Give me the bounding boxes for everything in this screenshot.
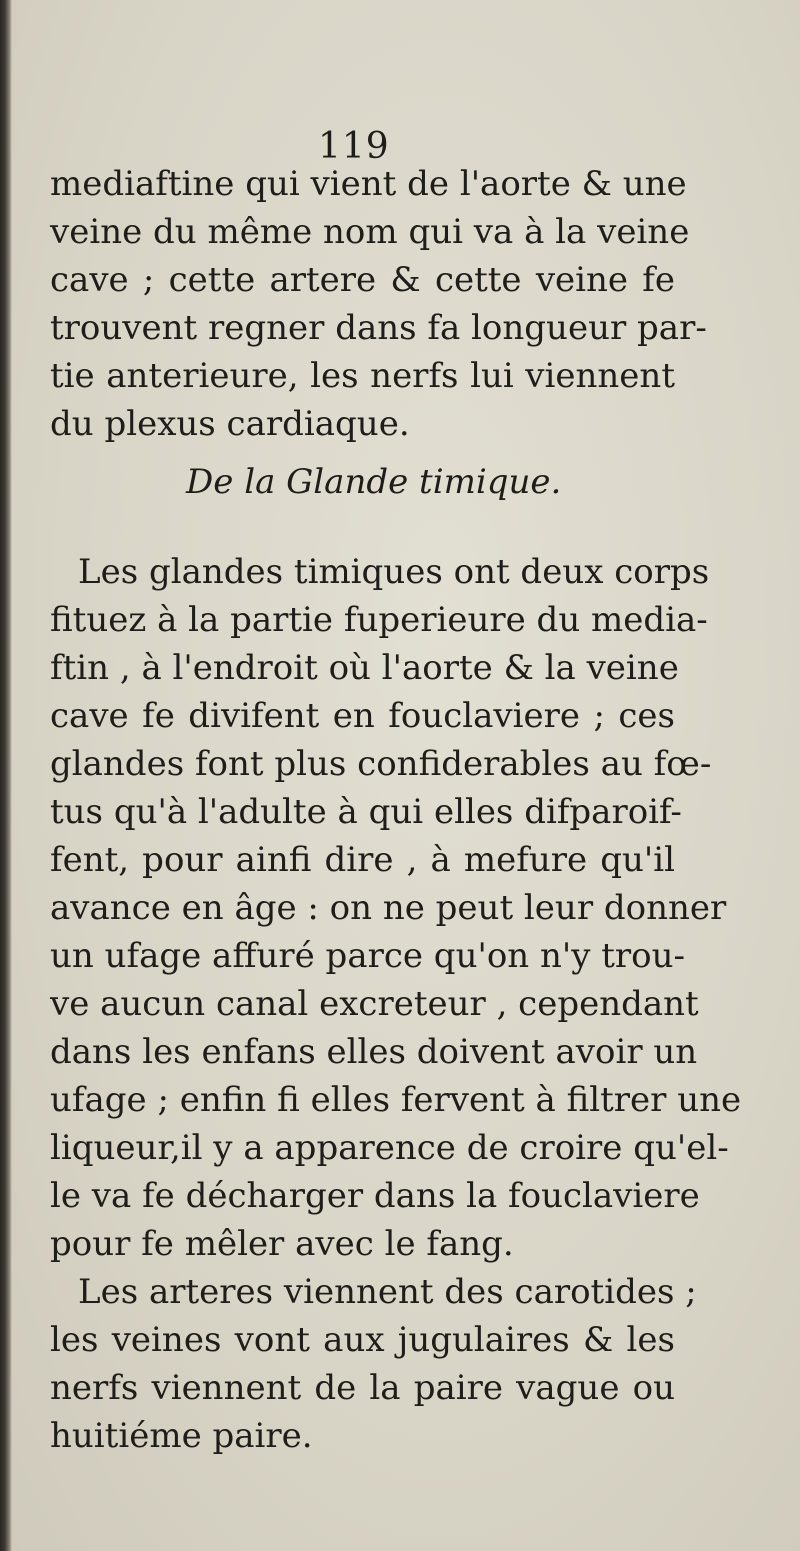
text-line: pour fe mêler avec le fang. — [50, 1224, 514, 1264]
text-line: veine du même nom qui va à la veine — [50, 212, 690, 252]
text-line: dans les enfans elles doivent avoir un — [50, 1032, 698, 1072]
text-line: ftin , à l'endroit où l'aorte & la veine — [50, 648, 679, 688]
text-line: cave fe divifent en fouclaviere ; ces — [50, 696, 675, 736]
text-line: les veines vont aux jugulaires & les — [50, 1320, 675, 1360]
text-line: Les glandes timiques ont deux corps — [78, 552, 710, 592]
text-line: Les arteres viennent des carotides ; — [78, 1272, 697, 1312]
book-spine-shadow — [0, 0, 12, 1551]
text-line: du plexus cardiaque. — [50, 404, 410, 444]
text-line: mediaftine qui vient de l'aorte & une — [50, 164, 687, 204]
text-line: trouvent regner dans fa longueur par- — [50, 308, 707, 348]
section-heading: De la Glande timique. — [186, 462, 562, 502]
text-line: avance en âge : on ne peut leur donner — [50, 888, 727, 928]
text-line: le va fe décharger dans la fouclaviere — [50, 1176, 700, 1216]
text-line: huitiéme paire. — [50, 1416, 313, 1456]
text-line: ve aucun canal excreteur , cependant — [50, 984, 699, 1024]
text-line: nerfs viennent de la paire vague ou — [50, 1368, 675, 1408]
text-line: ufage ; enfin fi elles fervent à filtrer une — [50, 1080, 742, 1120]
text-line: cave ; cette artere & cette veine fe — [50, 260, 675, 300]
text-line: un ufage affuré parce qu'on n'y trou- — [50, 936, 686, 976]
text-line: fituez à la partie fuperieure du media- — [50, 600, 708, 640]
text-line: glandes font plus confiderables au fœ- — [50, 744, 712, 784]
page-number: 119 — [318, 126, 390, 167]
paragraph-glandes — [50, 548, 742, 1460]
text-line: tus qu'à l'adulte à qui elles difparoif- — [50, 792, 682, 832]
text-line: tie anterieure, les nerfs lui viennent — [50, 356, 675, 396]
text-line: fent, pour ainfi dire , à mefure qu'il — [50, 840, 675, 880]
text-line: liqueur,il y a apparence de croire qu'el- — [50, 1128, 729, 1168]
paragraph-continued — [50, 160, 707, 448]
